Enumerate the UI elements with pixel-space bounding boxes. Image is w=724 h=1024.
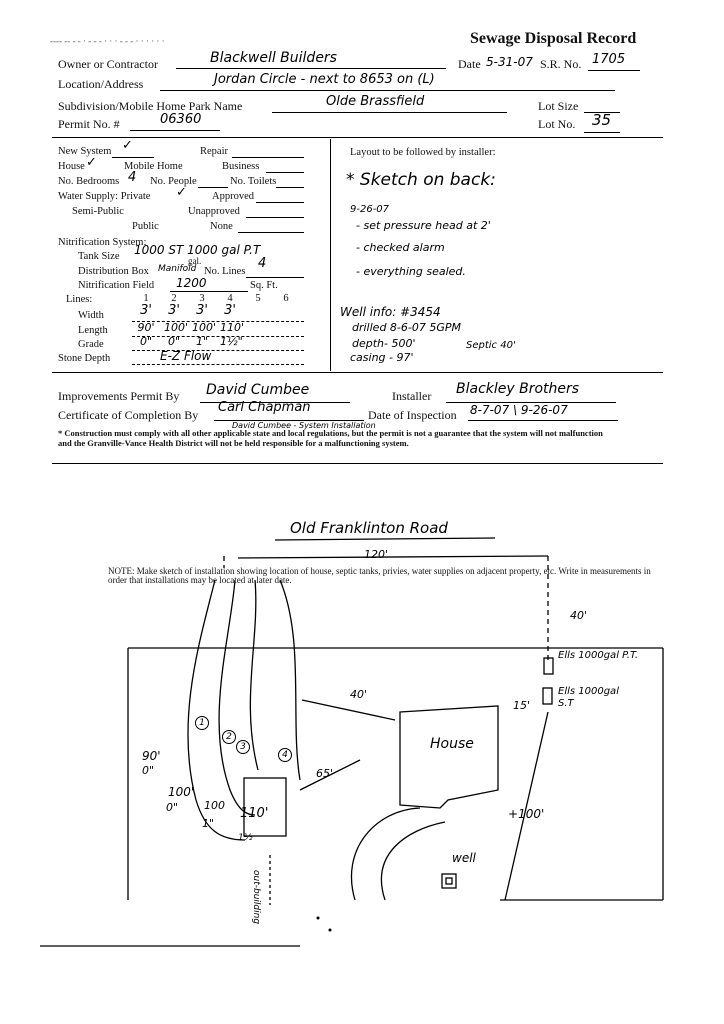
line-label-1: 1 (195, 716, 209, 730)
stone-depth-value: E-Z Flow (160, 349, 212, 363)
grade-value-4: 1½" (220, 335, 243, 348)
ells-pump-tank: Ells 1000gal P.T. (558, 650, 639, 661)
house-check: ✓ (86, 155, 97, 170)
line-number-5: 5 (255, 293, 261, 304)
grade-label: Grade (78, 339, 104, 350)
distribution-box-label: Distribution Box (78, 266, 149, 277)
line-label-4: 4 (278, 748, 292, 762)
length-value-2: 100' (164, 321, 189, 334)
line-number-6: 6 (283, 293, 289, 304)
line-grade-100a: 0" (166, 801, 179, 814)
line-number-3: 3 (199, 293, 205, 304)
no-toilets-label: No. Toilets (230, 176, 277, 187)
well-box (442, 874, 456, 888)
certificate-signature-2: David Cumbee - System Installation (232, 421, 376, 430)
outbuilding-label: out-building (251, 870, 261, 925)
width-value-3: 3' (196, 303, 208, 318)
lot-no-label: Lot No. (538, 117, 576, 131)
note-everything-sealed: - everything sealed. (356, 265, 466, 278)
date-value: 5-31-07 (486, 55, 533, 69)
distance-15: 15' (513, 699, 531, 712)
house-label: House (58, 161, 85, 172)
permit-value: 06360 (160, 112, 202, 127)
subdivision-value: Olde Brassfield (326, 94, 425, 109)
improvements-signature: David Cumbee (206, 382, 310, 398)
improvements-label: Improvements Permit By (58, 389, 180, 403)
road-distance-arrow (238, 556, 548, 558)
repair-label: Repair (200, 146, 228, 157)
none-label: None (210, 221, 233, 232)
lot-size-label: Lot Size (538, 99, 579, 113)
line-length-100a: 100' (168, 785, 195, 799)
permit-label: Permit No. # (58, 117, 120, 131)
distance-40-house: 40' (350, 688, 368, 701)
distance-65: 65' (316, 767, 334, 780)
road-name: Old Franklinton Road (290, 519, 448, 537)
line-grade-100b: 1" (202, 817, 215, 830)
owner-value: Blackwell Builders (210, 50, 337, 66)
line-label-3: 3 (236, 740, 250, 754)
tank-size-value: 1000 ST 1000 gal P.T (134, 243, 261, 257)
lot-no-value: 35 (592, 111, 612, 129)
length-label: Length (78, 325, 108, 336)
inspection-value: 8-7-07 \ 9-26-07 (470, 403, 568, 417)
arrow-100 (505, 712, 548, 900)
grade-value-1: 0" (139, 335, 153, 348)
new-system-label: New System (58, 146, 112, 157)
certificate-label: Certificate of Completion By (58, 408, 199, 422)
sketch-note: * Sketch on back: (346, 170, 496, 190)
garbled-top-text: ---- -- - - · - - - · · · - - - · · · · · · (50, 36, 165, 46)
no-bedrooms-label: No. Bedrooms (58, 176, 120, 187)
length-value-4: 110' (220, 321, 245, 334)
note-checked-alarm: - checked alarm (356, 241, 445, 254)
well-info: Well info: #3454 (340, 305, 441, 319)
distribution-box-value: Manifold (158, 264, 197, 274)
sr-value: 1705 (592, 52, 626, 67)
inspection-label: Date of Inspection (368, 408, 457, 422)
public-label: Public (132, 221, 159, 232)
road-line (275, 538, 495, 540)
pump-tank (544, 658, 553, 674)
width-value-1: 3' (140, 303, 152, 318)
grade-value-3: 1" (195, 335, 209, 348)
line-grade-110: 1½ (238, 833, 253, 843)
disclaimer: * Construction must comply with all other applicable state and local regulations, but the permit is not a guarantee that the system will not malfunction and the Granville-Vance Health District will not be held responsible for a malfunctioning system. (58, 428, 603, 448)
septic-tank (543, 688, 552, 704)
date-label: Date (458, 57, 481, 71)
business-label: Business (222, 161, 260, 172)
form-title: Sewage Disposal Record (470, 30, 637, 47)
well-box-inner (446, 878, 452, 884)
installer-label: Installer (392, 389, 432, 403)
bedrooms-value: 4 (128, 170, 137, 185)
line-number-1: 1 (143, 293, 149, 304)
location-label: Location/Address (58, 77, 144, 91)
certificate-signature: Carl Chapman (218, 400, 311, 415)
installer-value: Blackley Brothers (456, 381, 580, 397)
no-lines-value: 4 (258, 256, 267, 271)
width-label: Width (78, 310, 104, 321)
grade-value-2: 0" (167, 335, 181, 348)
nitrification-field-value: 1200 (176, 276, 207, 290)
line-grade-90: 0" (142, 764, 155, 777)
drain-line-2 (219, 580, 255, 815)
ells-septic-tank: Ells 1000gal S.T (558, 686, 619, 709)
distance-40-right: 40' (570, 609, 588, 622)
line-length-90: 90' (142, 749, 161, 763)
water-supply-label: Water Supply: Private (58, 191, 151, 202)
owner-label: Owner or Contractor (58, 57, 158, 71)
date-note: 9-26-07 (350, 204, 390, 215)
line-length-100b: 100 (204, 799, 225, 812)
nitrification-field-label: Nitrification Field (78, 280, 155, 291)
arrow-40-house (302, 700, 395, 720)
new-system-check: ✓ (122, 138, 133, 153)
no-people-label: No. People (150, 176, 197, 187)
mobile-home-label: Mobile Home (124, 161, 183, 172)
sq-ft-label: Sq. Ft. (250, 280, 278, 291)
well-depth: depth- 500' (352, 337, 416, 350)
stone-depth-label: Stone Depth (58, 353, 111, 364)
road-distance: 120' (364, 548, 389, 561)
line-number-2: 2 (171, 293, 177, 304)
unapproved-label: Unapproved (188, 206, 240, 217)
nitrification-system-label: Nitrification System: (58, 237, 147, 248)
length-value-1: 90' (137, 321, 155, 334)
line-label-2: 2 (222, 730, 236, 744)
length-value-3: 100' (192, 321, 217, 334)
line-length-110: 110' (240, 806, 269, 821)
width-value-2: 3' (168, 303, 180, 318)
no-lines-label: No. Lines (204, 266, 246, 277)
line-number-4: 4 (227, 293, 233, 304)
well-casing: casing - 97' (350, 351, 414, 364)
driveway (351, 808, 445, 900)
septic-distance: Septic 40' (466, 340, 516, 351)
lines-label: Lines: (66, 294, 93, 305)
subdivision-label: Subdivision/Mobile Home Park Name (58, 99, 243, 113)
water-private-check: ✓ (176, 185, 187, 200)
well-label: well (452, 851, 476, 865)
layout-label: Layout to be followed by installer: (350, 147, 496, 158)
semi-public-label: Semi-Public (72, 206, 124, 217)
sketch-note: NOTE: Make sketch of installation showing location of house, septic tanks, privies, water supplies on adjacent property, etc. Write in measurements in order that installations may be located at later date. (108, 566, 651, 585)
gal-label: gal. (188, 256, 202, 266)
width-value-4: 3' (224, 303, 236, 318)
house-outline (400, 706, 498, 808)
house-label: House (430, 736, 474, 752)
location-value: Jordan Circle - next to 8653 on (L) (214, 72, 435, 87)
note-pressure-head: - set pressure head at 2' (356, 219, 491, 232)
approved-label: Approved (212, 191, 254, 202)
distance-100: +100' (508, 807, 545, 821)
well-drilled: drilled 8-6-07 5GPM (352, 321, 461, 334)
drain-line-3 (250, 580, 258, 770)
tank-size-label: Tank Size (78, 251, 120, 262)
sr-label: S.R. No. (540, 57, 582, 71)
